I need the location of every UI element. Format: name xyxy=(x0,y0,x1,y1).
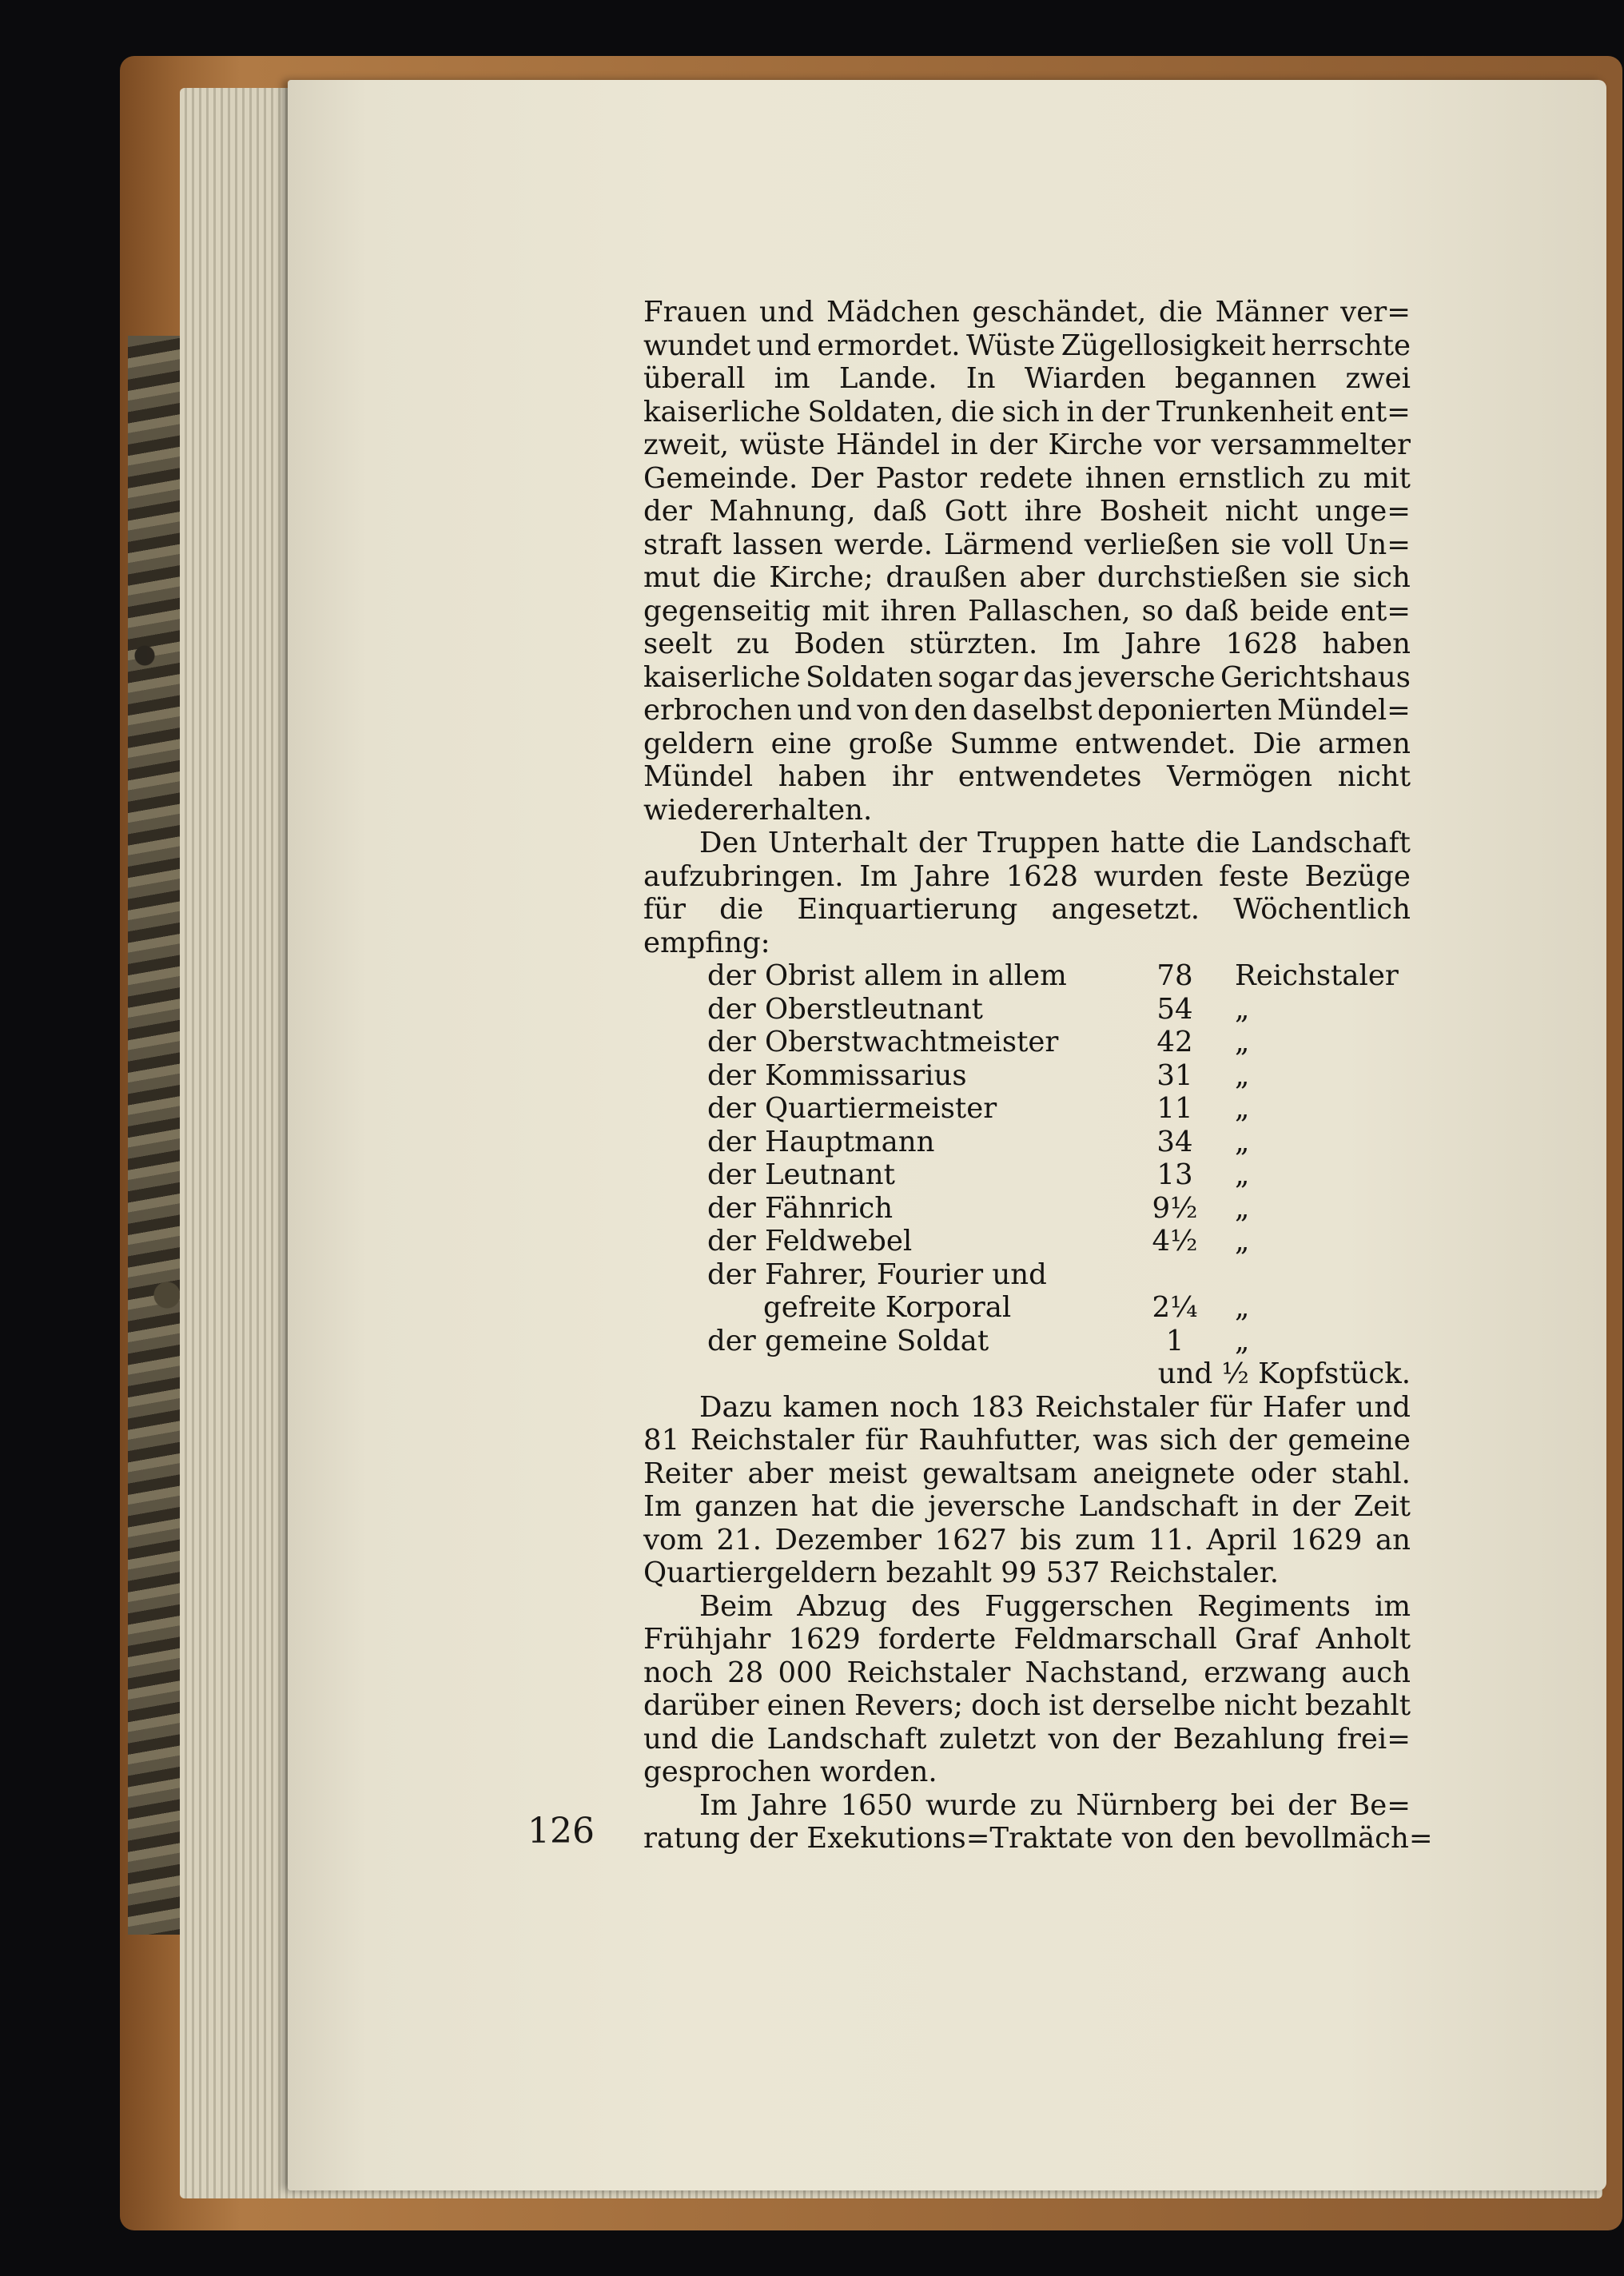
pay-row xyxy=(643,1092,1411,1126)
amount: 13 xyxy=(1156,1158,1193,1191)
unit: „ xyxy=(1235,1158,1250,1191)
amount: 31 xyxy=(1156,1058,1193,1092)
amount: 9½ xyxy=(1152,1191,1198,1225)
amount: 1 xyxy=(1165,1324,1184,1357)
text-line: seelt zu Boden stürzten. Im Jahre 1628 haben xyxy=(643,628,1411,660)
rank: der Kommissarius xyxy=(707,1058,967,1092)
text-line: Im Jahre 1650 wurde zu Nürnberg bei der Be= xyxy=(699,1788,1411,1822)
text-line: Quartiergeldern bezahlt 99 537 Reichstaler. xyxy=(643,1557,1280,1589)
unit: „ xyxy=(1235,1092,1250,1125)
text-line: wiedererhalten. xyxy=(643,793,873,827)
pay-table-tail: und ½ Kopfstück. xyxy=(1157,1357,1411,1390)
pay-table xyxy=(643,959,1411,1357)
text-line: Gemeinde. Der Pastor redete ihnen ernstlich zu mit xyxy=(643,461,1411,495)
rank: der Feldwebel xyxy=(707,1225,913,1258)
text-line: mut die Kirche; draußen aber durchstießen sie sich xyxy=(643,561,1411,594)
rank: der Oberstwachtmeister xyxy=(707,1026,1059,1058)
unit: „ xyxy=(1235,1125,1250,1158)
rank: der Oberstleutnant xyxy=(707,992,983,1026)
pay-row xyxy=(643,959,1411,993)
unit: „ xyxy=(1235,1058,1250,1092)
text-line: Dazu kamen noch 183 Reichstaler für Hafer und xyxy=(699,1390,1411,1424)
amount: 42 xyxy=(1156,1026,1193,1058)
page-number: 126 xyxy=(527,1811,595,1851)
paragraph-5 xyxy=(643,1788,1433,1855)
text-line: ratung der Exekutions=Traktate von den bevollmäch= xyxy=(643,1822,1433,1855)
text-line: vom 21. Dezember 1627 bis zum 11. April 1629 an xyxy=(643,1523,1411,1557)
pay-row xyxy=(643,1026,1411,1059)
rank: der Fahrer, Fourier und xyxy=(707,1258,1047,1291)
text-line: der Mahnung, daß Gott ihre Bosheit nicht unge= xyxy=(643,495,1411,528)
text-line: für die Einquartierung angesetzt. Wöchentlich xyxy=(643,893,1411,926)
text-line: Mündel haben ihr entwendetes Vermögen nicht xyxy=(643,760,1411,793)
pay-row xyxy=(643,1126,1411,1159)
text-line: gesprochen worden. xyxy=(643,1756,937,1788)
text-line: geldern eine große Summe entwendet. Die armen xyxy=(643,727,1411,760)
text-line: darüber einen Revers; doch ist derselbe nicht bezahlt xyxy=(643,1689,1411,1722)
rank: der Leutnant xyxy=(707,1158,895,1191)
text-line: zweit, wüste Händel in der Kirche vor versammelter xyxy=(643,428,1411,461)
text-line: 81 Reichstaler für Rauhfutter, was sich der gemeine xyxy=(643,1424,1411,1457)
text-line: Im ganzen hat die jeversche Landschaft in der Zeit xyxy=(643,1490,1411,1523)
text-line: Frauen und Mädchen geschändet, die Männer ver= xyxy=(643,296,1411,329)
pay-row xyxy=(643,1258,1411,1292)
text-line: Beim Abzug des Fuggerschen Regiments im xyxy=(699,1589,1411,1623)
text-line: überall im Lande. In Wiarden begannen zwei xyxy=(643,362,1411,395)
unit: „ xyxy=(1235,1291,1250,1324)
text-line: erbrochen und von den daselbst deponierten Mündel= xyxy=(643,694,1411,727)
unit xyxy=(1211,1258,1371,1292)
amount: 11 xyxy=(1156,1092,1193,1125)
unit: Reichstaler xyxy=(1235,959,1399,992)
pay-row xyxy=(643,1059,1411,1093)
text-line: Den Unterhalt der Truppen hatte die Landschaft xyxy=(699,827,1411,859)
pay-row xyxy=(643,1291,1411,1325)
pay-row xyxy=(643,1158,1411,1192)
unit: „ xyxy=(1235,1026,1250,1058)
text-line: noch 28 000 Reichstaler Nachstand, erzwang auch xyxy=(643,1656,1411,1689)
rank: der gemeine Soldat xyxy=(707,1324,989,1357)
text-line: wundet und ermordet. Wüste Zügellosigkeit herrschte xyxy=(643,329,1411,362)
text-line: straft lassen werde. Lärmend verließen sie voll Un= xyxy=(643,528,1411,561)
rank: der Hauptmann xyxy=(707,1125,935,1158)
rank: der Fähnrich xyxy=(707,1191,894,1225)
rank: gefreite Korporal xyxy=(763,1291,1012,1324)
unit: „ xyxy=(1235,1191,1250,1225)
text-line: kaiserliche Soldaten, die sich in der Trunkenheit ent= xyxy=(643,395,1411,428)
rank: der Quartiermeister xyxy=(707,1092,997,1125)
pay-row xyxy=(643,1325,1411,1358)
text-line: gegenseitig mit ihren Pallaschen, so daß beide ent= xyxy=(643,594,1411,628)
text-line: und die Landschaft zuletzt von der Bezahlung frei= xyxy=(643,1722,1411,1756)
amount: 78 xyxy=(1156,959,1193,992)
unit: „ xyxy=(1235,1225,1250,1258)
page-text xyxy=(643,296,1433,1855)
amount: 34 xyxy=(1156,1125,1193,1158)
pay-row xyxy=(643,1192,1411,1226)
marbled-edge xyxy=(128,336,184,1935)
text-line: empfing: xyxy=(643,926,770,959)
amount: 54 xyxy=(1156,992,1193,1026)
paragraph-3 xyxy=(643,1391,1411,1590)
text-line: Reiter aber meist gewaltsam aneignete oder stahl. xyxy=(643,1457,1411,1490)
unit: „ xyxy=(1235,1324,1250,1357)
amount xyxy=(1139,1258,1211,1292)
text-line: kaiserliche Soldaten sogar das jeversche Gerichtshaus xyxy=(643,660,1411,694)
amount: 2¼ xyxy=(1152,1291,1198,1324)
pay-row xyxy=(643,1225,1411,1258)
text-line: aufzubringen. Im Jahre 1628 wurden feste Bezüge xyxy=(643,859,1411,893)
unit: „ xyxy=(1235,992,1250,1026)
pay-row xyxy=(643,993,1411,1026)
paragraph-1 xyxy=(643,296,1411,827)
amount: 4½ xyxy=(1152,1225,1198,1258)
text-line: Frühjahr 1629 forderte Feldmarschall Graf Anholt xyxy=(643,1623,1411,1656)
rank: der Obrist allem in allem xyxy=(707,959,1067,992)
paragraph-2 xyxy=(643,827,1411,959)
paragraph-4 xyxy=(643,1590,1411,1789)
